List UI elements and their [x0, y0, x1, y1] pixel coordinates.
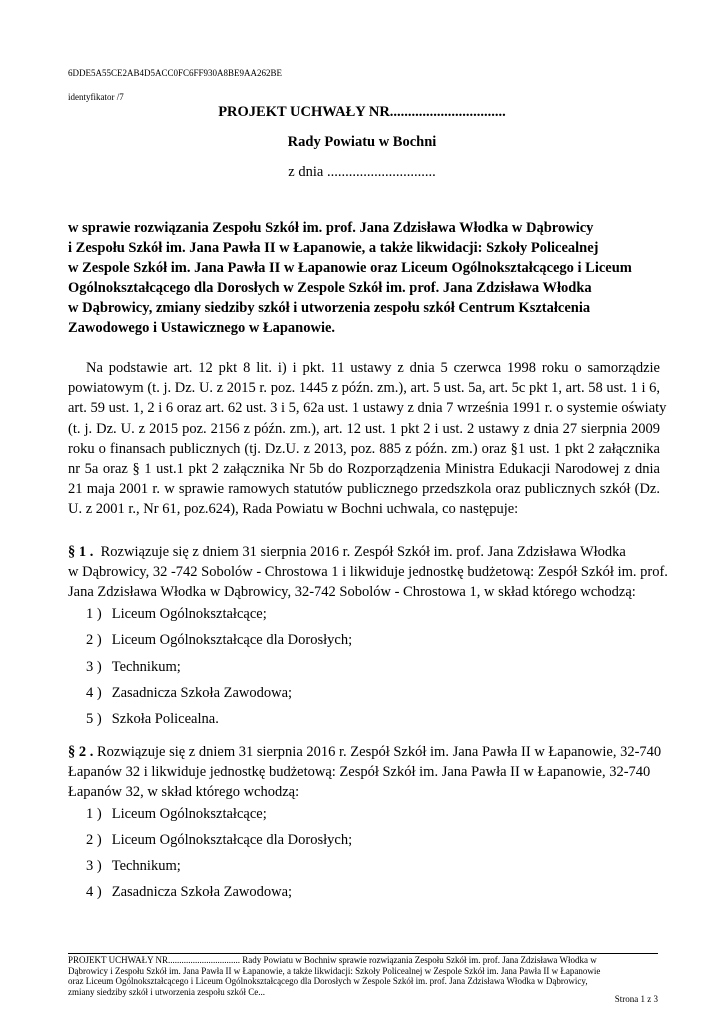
list-item: 5 ) Szkoła Policealna. [86, 711, 219, 727]
topic-line: i Zespołu Szkół im. Jana Pawła II w Łapanowie, a także likwidacji: Szkoły Policealnej [68, 240, 599, 256]
topic-line: w Dąbrowicy, zmiany siedziby szkół i utworzenia zespołu szkół Centrum Kształcenia [68, 300, 591, 316]
basis-line: U. z 2001 r., Nr 61, poz.624), Rada Powiatu w Bochni uchwala, co następuje: [68, 501, 519, 518]
section-2-first-line [68, 742, 660, 762]
list-item: 2 ) Liceum Ogólnokształcące dla Dorosłych; [86, 832, 353, 848]
section-1-marker: § 1 . [68, 544, 94, 560]
footer-line: PROJEKT UCHWAŁY NR................................ Rady Powiatu w Bochniw sprawie rozwiązania Zespołu Szkół im. prof. Jana Zdzisława Włodka w [68, 955, 597, 965]
identifier-label: identyfikator /7 [68, 92, 124, 102]
list-item: 1 ) Liceum Ogólnokształcące; [86, 606, 267, 622]
basis-line: 21 maja 2001 r. w sprawie ramowych statutów publicznego przedszkola oraz publicznych szkół (Dz. [68, 481, 660, 498]
list-item: 4 ) Zasadnicza Szkoła Zawodowa; [86, 685, 293, 701]
topic-line: w sprawie rozwiązania Zespołu Szkół im. prof. Jana Zdzisława Włodka w Dąbrowicy [68, 220, 594, 236]
section-2-line: Łapanów 32, w skład którego wchodzą: [68, 784, 300, 801]
footer-line: oraz Liceum Ogólnokształcącego i Liceum Ogólnokształcącego dla Dorosłych w Zespole Szkół im. prof. Jana Zdzisława Włodka w Dąbrowicy, [68, 976, 588, 986]
section-1-first-line [68, 542, 660, 562]
resolution-topic [68, 218, 668, 338]
basis-line: (t. j. Dz. U. z 2015 poz. 2156 z późn. zm.), art. 12 ust. 1 pkt 2 i ust. 2 ustawy z dnia 27 sierpnia 2009 [68, 420, 660, 437]
basis-line: art. 59 ust. 1, 2 i 6 oraz art. 62 ust. 3 i 5, 62a ust. 1 ustawy z dnia 7 września 1991 r. o systemie oświaty [68, 400, 667, 417]
section-2 [68, 742, 660, 803]
topic-line: w Zespole Szkół im. Jana Pawła II w Łapanowie oraz Liceum Ogólnokształcącego i Liceum [68, 260, 632, 276]
list-item: 2 ) Liceum Ogólnokształcące dla Dorosłych; [86, 632, 353, 648]
list-item: 1 ) Liceum Ogólnokształcące; [86, 806, 267, 822]
section-1-text: Rozwiązuje się z dniem 31 sierpnia 2016 r. Zespół Szkół im. prof. Jana Zdzisława Włodka [100, 544, 626, 560]
council-name: Rady Powiatu w Bochni [287, 134, 437, 150]
basis-line: nr 5a oraz § 1 ust.1 pkt 2 załącznika Nr 5b do Rozporządzenia Ministra Edukacji Narodowej z dnia [68, 461, 660, 478]
footer-line: Dąbrowicy i Zespołu Szkół im. Jana Pawła II w Łapanowie, a także likwidacji: Szkoły Policealnej w Zespole Szkół im. Jana Pawła II w Łapanowie [68, 965, 601, 976]
page-footer [68, 955, 658, 997]
section-1-line: w Dąbrowicy, 32 -742 Sobolów - Chrostowa 1 i likwiduje jednostkę budżetową: Zespół Szkół im. prof. [68, 564, 668, 581]
list-item: 4 ) Zasadnicza Szkoła Zawodowa; [86, 884, 293, 900]
list-item: 3 ) Technikum; [86, 858, 181, 874]
basis-line: Na podstawie art. 12 pkt 8 lit. i) i pkt. 11 ustawy z dnia 5 czerwca 1998 roku o samorządzie [86, 360, 660, 376]
topic-line: Ogólnokształcącego dla Dorosłych w Zespole Szkół im. prof. Jana Zdzisława Włodka [68, 280, 592, 296]
document-id: 6DDE5A55CE2AB4D5ACC0FC6FF930A8BE9AA262BE [68, 68, 283, 78]
page-number: Strona 1 z 3 [614, 994, 658, 1004]
section-2-text: Rozwiązuje się z dniem 31 sierpnia 2016 r. Zespół Szkół im. Jana Pawła II w Łapanowie, 32-740 [97, 744, 662, 760]
section-2-marker: § 2 . [68, 744, 94, 760]
topic-line: Zawodowego i Ustawicznego w Łapanowie. [68, 320, 336, 336]
basis-line: roku o finansach publicznych (tj. Dz.U. z 2013, poz. 885 z późn. zm.) oraz §1 ust. 1 pkt 2 załącznika [68, 440, 660, 457]
resolution-date: z dnia .............................. [288, 164, 436, 180]
basis-line: powiatowym (t. j. Dz. U. z 2015 r. poz. 1445 z późn. zm.), art. 5 ust. 5a, art. 5c pkt 1, art. 58 ust. 1 i 6, [68, 380, 660, 397]
section-1 [68, 542, 668, 603]
section-2-line: Łapanów 32 i likwiduje jednostkę budżetową: Zespół Szkół im. Jana Pawła II w Łapanowie, 32-740 [68, 764, 651, 781]
footer-line: zmiany siedziby szkół i utworzenia zespołu szkół Ce... [68, 986, 265, 997]
legal-basis-paragraph [68, 358, 667, 520]
resolution-title: PROJEKT UCHWAŁY NR................................ [218, 104, 506, 120]
footer-divider [68, 953, 658, 954]
list-item: 3 ) Technikum; [86, 659, 181, 675]
section-1-line: Jana Zdzisława Włodka w Dąbrowicy, 32-742 Sobolów - Chrostowa 1, w skład którego wchodzą: [68, 584, 636, 601]
